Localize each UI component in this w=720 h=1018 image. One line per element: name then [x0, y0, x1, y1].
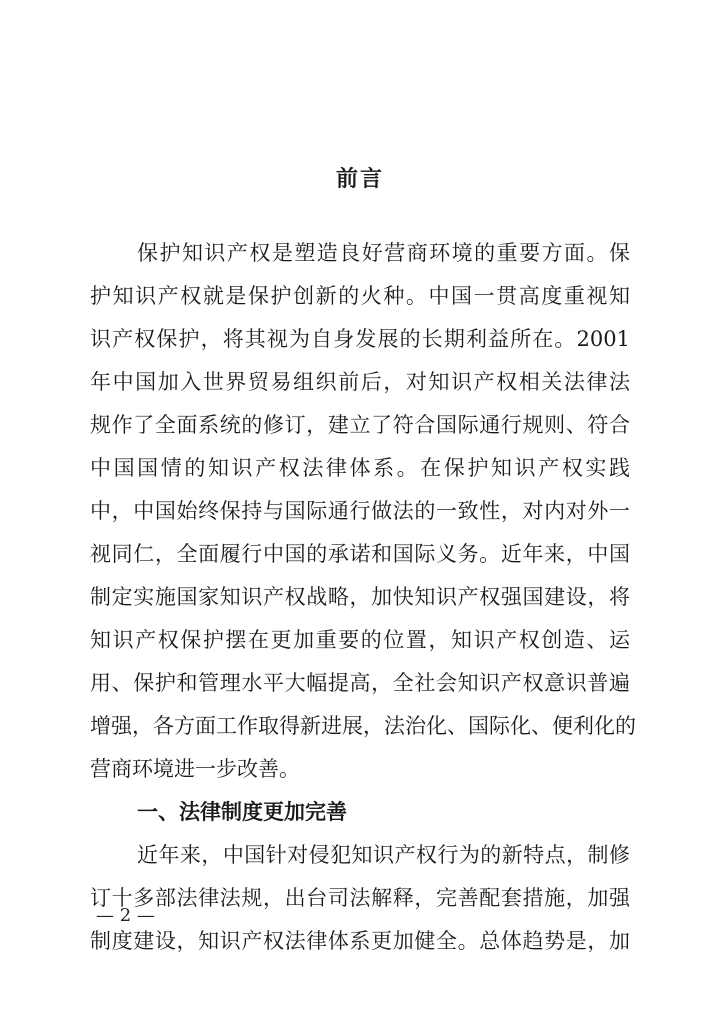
body-text [90, 232, 636, 963]
paragraph-line: 用、保护和管理水平大幅提高，全社会知识产权意识普遍 [90, 671, 630, 695]
paragraph-line: 营商环境进一步改善。 [90, 757, 300, 781]
paragraph-line: 保护知识产权是塑造良好营商环境的重要方面。保 [137, 241, 630, 265]
paragraph-line: 中，中国始终保持与国际通行做法的一致性，对内对外一 [90, 499, 630, 523]
paragraph-line: 规作了全面系统的修订，建立了符合国际通行规则、符合 [90, 413, 630, 437]
paragraph-line: 知识产权保护摆在更加重要的位置，知识产权创造、运 [90, 628, 630, 652]
paragraph-line: 中国国情的知识产权法律体系。在保护知识产权实践 [90, 456, 630, 480]
page-number: — 2 — [96, 905, 155, 926]
paragraph-line: 识产权保护，将其视为自身发展的长期利益所在。2001 [90, 327, 630, 351]
section-heading: 一、法律制度更加完善 [137, 800, 347, 824]
paragraph-line: 制度建设，知识产权法律体系更加健全。总体趋势是，加 [90, 929, 630, 953]
paragraph-line: 订十多部法律法规，出台司法解释，完善配套措施，加强 [90, 886, 630, 910]
paragraph-line: 制定实施国家知识产权战略，加快知识产权强国建设，将 [90, 585, 630, 609]
paragraph-line: 近年来，中国针对侵犯知识产权行为的新特点，制修 [137, 843, 630, 867]
paragraph-line: 视同仁，全面履行中国的承诺和国际义务。近年来，中国 [90, 542, 630, 566]
paragraph-line: 增强，各方面工作取得新进展，法治化、国际化、便利化的 [90, 714, 636, 738]
paragraph-line: 护知识产权就是保护创新的火种。中国一贯高度重视知 [90, 284, 630, 308]
page-title: 前言 [335, 167, 384, 192]
paragraph-line: 年中国加入世界贸易组织前后，对知识产权相关法律法 [90, 370, 630, 394]
